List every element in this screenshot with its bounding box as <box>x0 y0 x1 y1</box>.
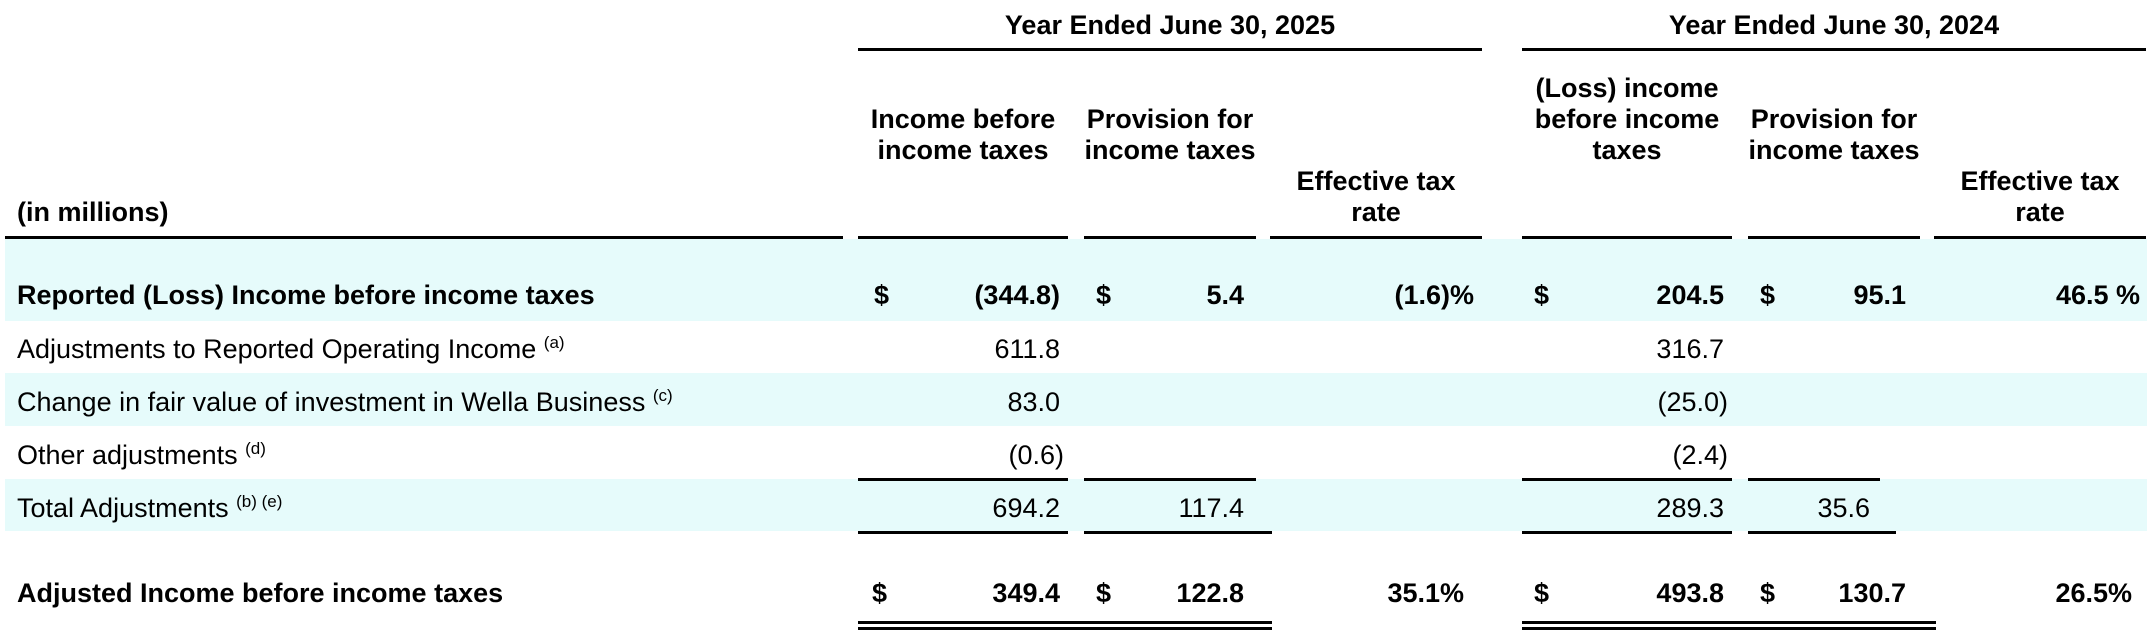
value-reported-c5: 95.1 <box>1853 280 1906 310</box>
total-line-c5 <box>1748 531 1896 534</box>
currency-symbol: $ <box>874 280 890 310</box>
period-header-2024: Year Ended June 30, 2024 <box>1668 10 2000 40</box>
row-label-adj-operating: Adjustments to Reported Operating Income $^{(a)}$ <box>17 333 565 364</box>
value-reported-c3: (1.6)% <box>1394 280 1474 310</box>
subtotal-line-c4 <box>1522 478 1732 481</box>
value-fair-value-c1: 83.0 <box>1007 387 1060 417</box>
value-adjusted-c6: 26.5% <box>2055 578 2132 608</box>
value-adjusted-c2: 122.8 <box>1176 578 1244 608</box>
value-adjusted-c1: 349.4 <box>992 578 1060 608</box>
col-header-provision-2024: Provision for income taxes <box>1748 104 1920 165</box>
period-underline-2024 <box>1522 48 2146 51</box>
units-label: (in millions) <box>17 197 169 227</box>
currency-symbol: $ <box>1760 578 1776 608</box>
subtotal-line-c5 <box>1748 478 1880 481</box>
double-underline-2025-bottom <box>858 627 1272 630</box>
currency-symbol: $ <box>1534 578 1550 608</box>
value-adjusted-c5: 130.7 <box>1838 578 1906 608</box>
col-header-provision-2025: Provision for income taxes <box>1084 104 1256 165</box>
total-line-c4 <box>1522 531 1732 534</box>
value-adjusted-c3: 35.1% <box>1387 578 1464 608</box>
value-adjusted-c4: 493.8 <box>1656 578 1724 608</box>
col-header-income-2025: Income before income taxes <box>870 104 1056 165</box>
row-label-adjusted: Adjusted Income before income taxes <box>17 578 504 608</box>
footnote-ref: (c) <box>652 386 673 405</box>
currency-symbol: $ <box>1096 280 1112 310</box>
value-reported-c1: (344.8) <box>974 280 1060 310</box>
col-header-income-2024: (Loss) income before income taxes <box>1534 73 1720 165</box>
row-label-fair-value: Change in fair value of investment in Wella Business $^{(c)}$ <box>17 386 673 417</box>
value-reported-c2: 5.4 <box>1206 280 1244 310</box>
row-label-total: Total Adjustments $^{(b) (e)}$ <box>17 492 283 523</box>
value-adj-operating-c4: 316.7 <box>1656 334 1724 364</box>
total-line-c2 <box>1084 531 1272 534</box>
currency-symbol: $ <box>1096 578 1112 608</box>
footnote-ref: (a) <box>543 333 565 352</box>
row-label-other: Other adjustments $^{(d)}$ <box>17 439 266 470</box>
value-reported-c4: 204.5 <box>1656 280 1724 310</box>
subtotal-line-c1 <box>858 478 1068 481</box>
period-underline-2025 <box>858 48 1482 51</box>
value-adj-operating-c1: 611.8 <box>994 334 1060 364</box>
value-other-c1: (0.6) <box>1008 440 1064 470</box>
double-underline-2024-top <box>1522 621 1936 624</box>
value-reported-c6: 46.5 % <box>2055 280 2140 310</box>
double-underline-2025-top <box>858 621 1272 624</box>
value-total-c1: 694.2 <box>992 493 1060 523</box>
footnote-ref: (d) <box>245 439 266 458</box>
value-total-c2: 117.4 <box>1178 493 1244 523</box>
total-line-c1 <box>858 531 1068 534</box>
value-fair-value-c4: (25.0) <box>1657 387 1728 417</box>
currency-symbol: $ <box>872 578 888 608</box>
currency-symbol: $ <box>1534 280 1550 310</box>
col-header-rate-2025: Effective tax rate <box>1296 166 1456 227</box>
value-total-c4: 289.3 <box>1656 493 1724 523</box>
row-label-reported: Reported (Loss) Income before income taxes <box>17 280 595 310</box>
value-total-c5: 35.6 <box>1817 493 1870 523</box>
subtotal-line-c2 <box>1084 478 1256 481</box>
value-other-c4: (2.4) <box>1672 440 1728 470</box>
period-header-2025: Year Ended June 30, 2025 <box>1004 10 1336 40</box>
col-header-rate-2024: Effective tax rate <box>1960 166 2120 227</box>
footnote-ref: (b) (e) <box>236 492 283 511</box>
double-underline-2024-bottom <box>1522 627 1936 630</box>
currency-symbol: $ <box>1760 280 1776 310</box>
